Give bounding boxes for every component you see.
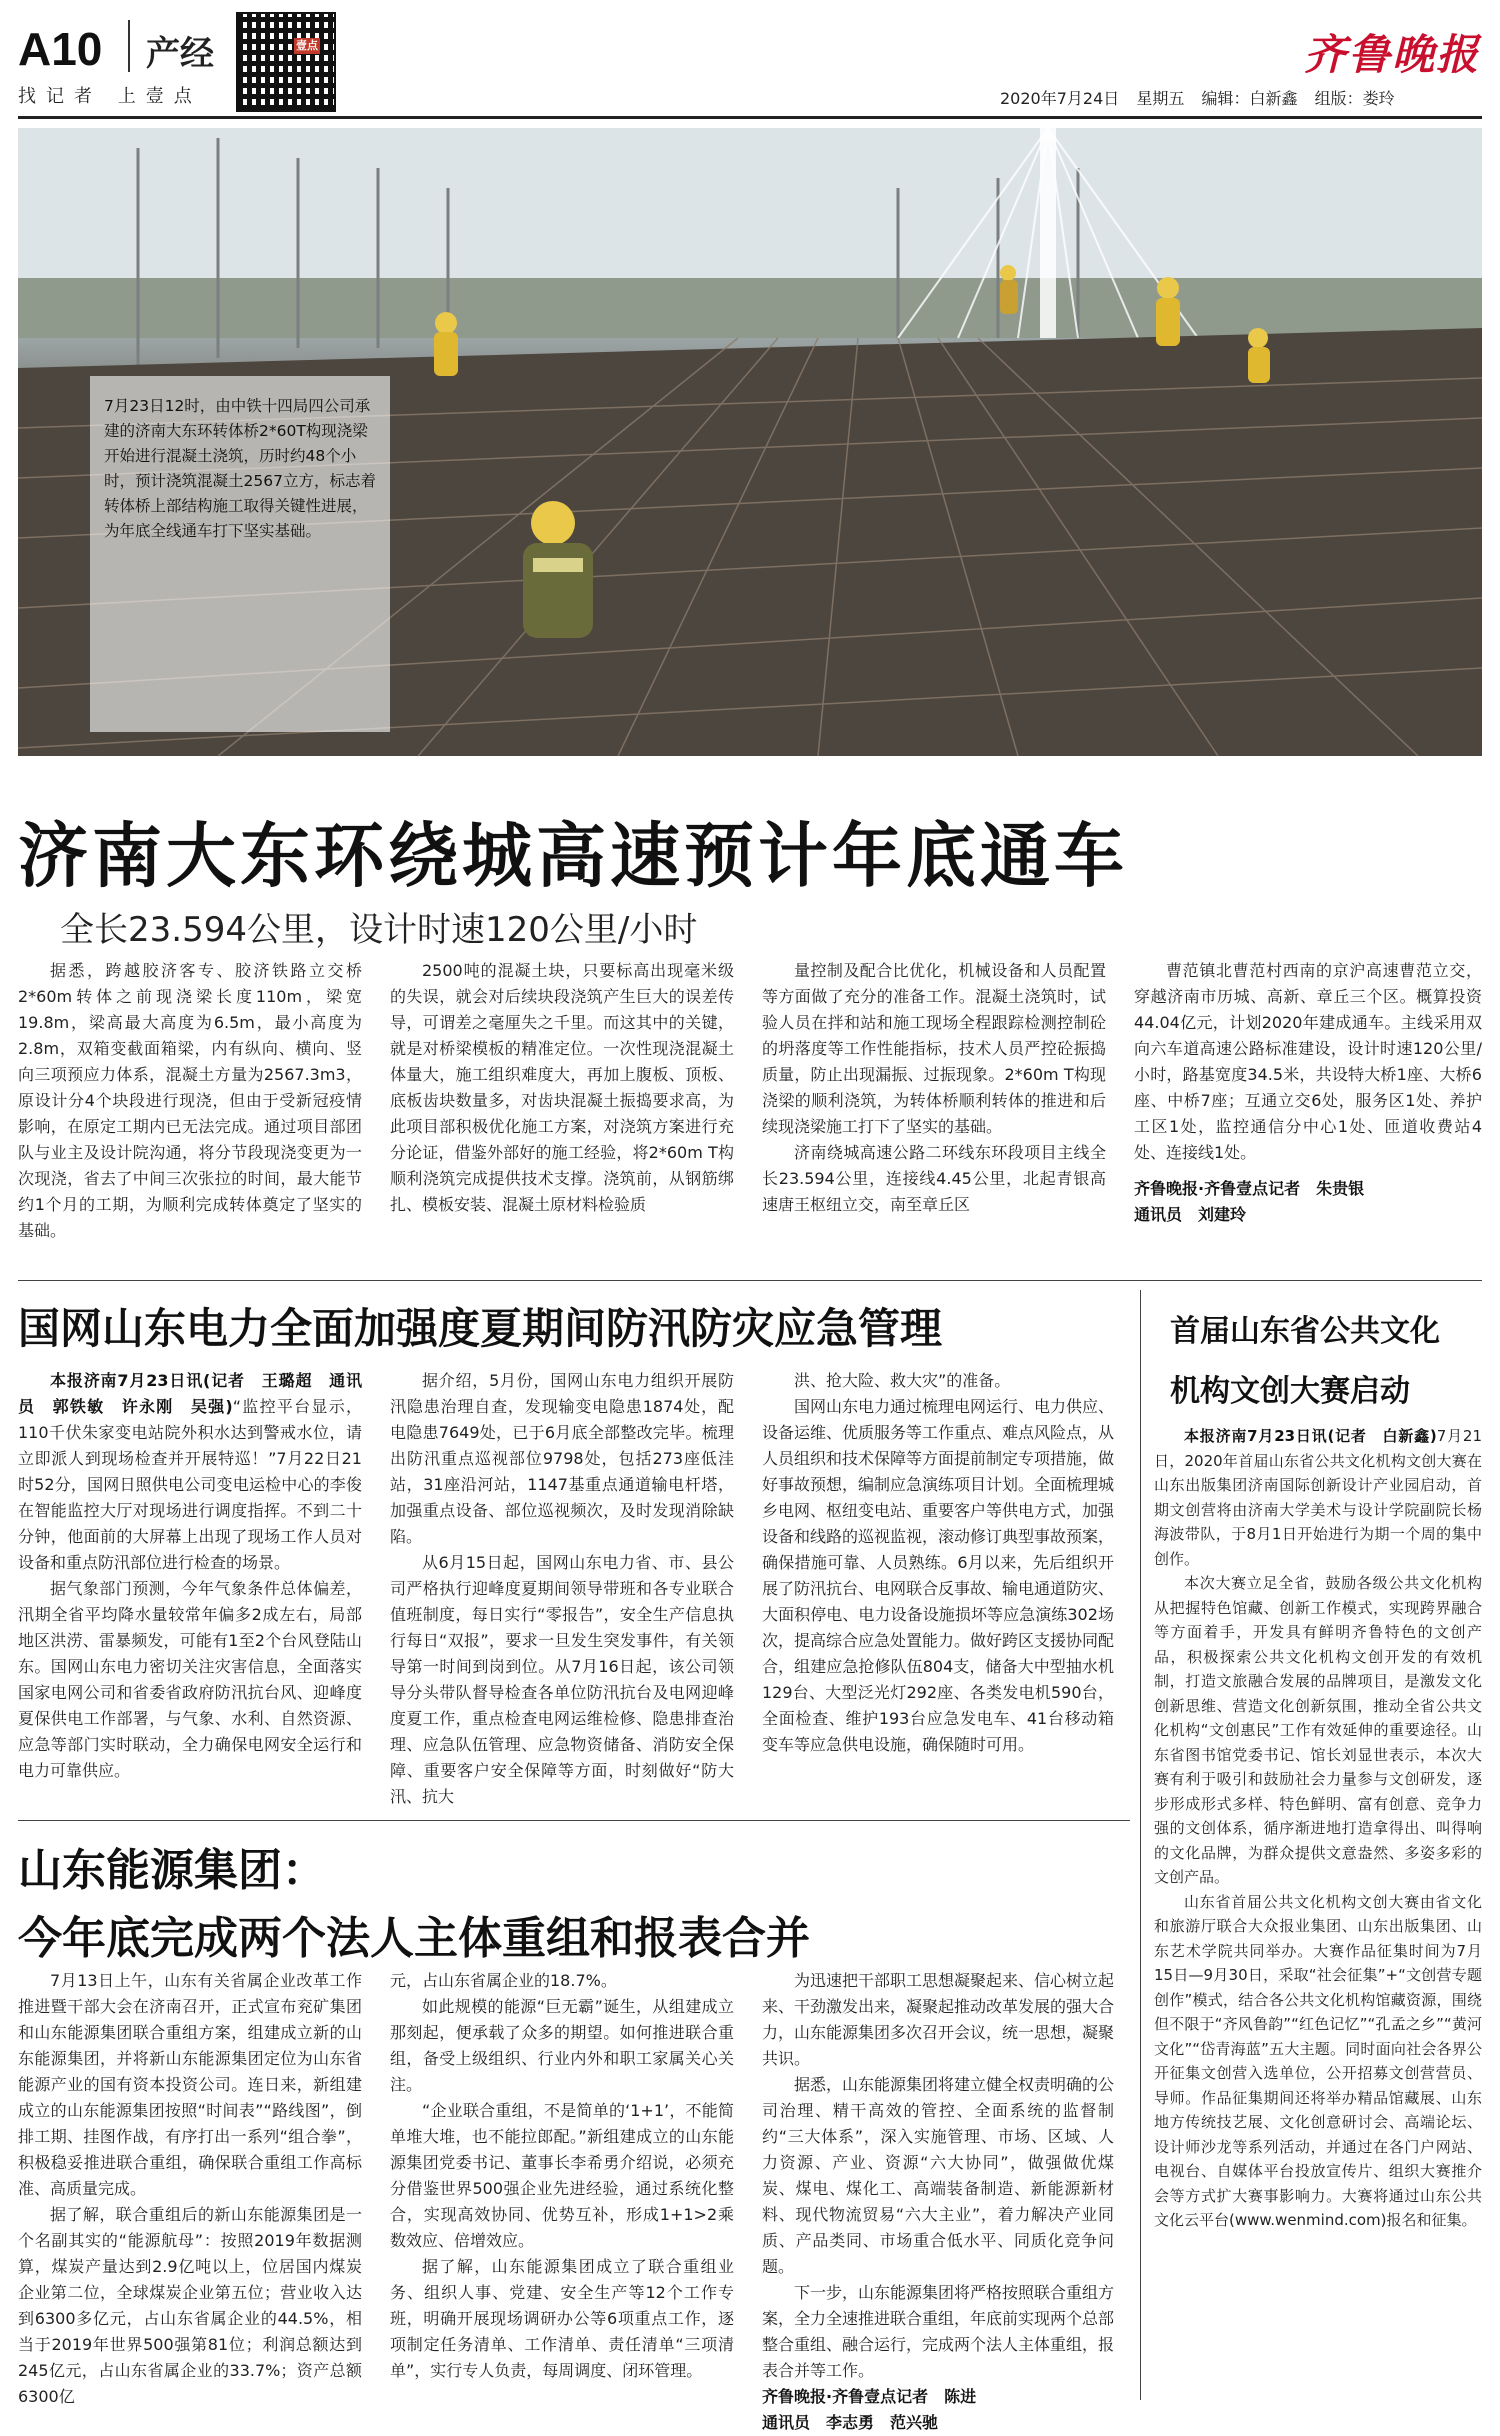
paragraph: 曹范镇北曹范村西南的京沪高速曹范立交，穿越济南市历城、高新、章丘三个区。概算投资44.04亿元，计划2020年建成通车。主线采用双向六车道高速公路标准建设，设计时速120公里/小时，路基宽度34.5米，共设特大桥1座、大桥6座、中桥7座；互通立交6处，服务区1处、养护工区1处，监控通信分中心1处、匝道收费站4处、连接线1处。: [1134, 961, 1482, 1162]
paragraph: 据了解，山东能源集团成立了联合重组业务、组织人事、党建、安全生产等12个工作专班，明确开展现场调研办公等6项重点工作，逐项制定任务清单、工作清单、责任清单“三项清单”，实行专人负责，每周调度、闭环管理。: [390, 2257, 734, 2380]
paragraph: 如此规模的能源“巨无霸”诞生，从组建成立那刻起，便承载了众多的期望。如何推进联合重组，备受上级组织、行业内外和职工家属关心关注。: [390, 1997, 734, 2094]
slogan: 找记者 上壹点: [18, 86, 202, 107]
article2-column-1: [18, 1368, 362, 1808]
paragraph: 济南绕城高速公路二环线东环段项目主线全长23.594公里，连接线4.45公里，北起青银高速唐王枢纽立交，南至章丘区: [762, 1143, 1106, 1214]
paragraph: 从6月15日起，国网山东电力省、市、县公司严格执行迎峰度夏期间领导带班和各专业联合值班制度，每日实行“零报告”，安全生产信息执行每日“双报”，要求一旦发生突发事件，有关领导第一时间到岗到位。从7月16日起，该公司领导分头带队督导检查各单位防汛抗台及电网迎峰度夏工作，重点检查电网运维检修、隐患排查治理、应急队伍管理、应急物资储备、消防安全保障、重要客户安全保障等方面，时刻做好“防大汛、抗大: [390, 1553, 734, 1806]
article3-column-2: [390, 1968, 734, 2408]
article2-column-2: [390, 1368, 734, 1808]
article1-column-2: [390, 958, 734, 1276]
paragraph: 据介绍，5月份，国网山东电力组织开展防汛隐患治理自查，发现输变电隐患1874处，配电隐患7649处，已于6月底全部整改完毕。梳理出防汛重点巡视部位9798处，包括273座低洼站，31座沿河站，1147基重点通道输电杆塔，加强重点设备、部位巡视频次，及时发现消除缺陷。: [390, 1371, 734, 1546]
construction-photo: [18, 128, 1482, 756]
header-rule: [18, 116, 1482, 119]
paragraph: 据气象部门预测，今年气象条件总体偏差，汛期全省平均降水量较常年偏多2成左右，局部地区洪涝、雷暴频发，可能有1至2个台风登陆山东。国网山东电力密切关注灾害信息，全面落实国家电网公司和省委省政府防汛抗台风、迎峰度夏保供电工作部署，与气象、水利、自然资源、应急等部门实时联动，全力确保电网安全运行和电力可靠供应。: [18, 1579, 362, 1780]
paragraph-text: “监控平台显示，110千伏朱家变电站院外积水达到警戒水位，请立即派人到现场检查并开展特巡！”7月22日21时52分，国网日照供电公司变电运检中心的李俊在智能监控大厅对现场进行调度指挥。不到二十分钟，他面前的大屏幕上出现了现场工作人员对设备和重点防汛部位进行检查的场景。: [18, 1397, 362, 1572]
paragraph: 国网山东电力通过梳理电网运行、电力供应、设备运维、优质服务等工作重点、难点风险点，从人员组织和技术保障等方面提前制定专项措施，做好事故预想，编制应急演练项目计划。全面梳理城乡电网、枢纽变电站、重要客户等供电方式，加强设备和线路的巡视监视，滚动修订典型事故预案，确保措施可靠、人员熟练。6月以来，先后组织开展了防汛抗台、电网联合反事故、输电通道防灾、大面积停电、电力设备设施损坏等应急演练302场次，提高综合应急处置能力。做好跨区支援协同配合，组建应急抢修队伍804支，储备大中型抽水机129台、大型泛光灯292座、各类发电机590台，全面检查、维护193台应急发电车、41台移动箱变车等应急供电设施，确保随时可用。: [762, 1397, 1115, 1754]
paragraph: [1154, 1424, 1482, 1571]
paragraph: “企业联合重组，不是简单的‘1+1’，不能简单堆大堆，也不能拉郎配。”新组建成立的山东能源集团党委书记、董事长李希勇介绍说，必须充分借鉴世界500强企业先进经验，通过系统化整合，实现高效协同、优势互补，形成1+1>2乘数效应、倍增效应。: [390, 2101, 734, 2250]
headline-culture-contest-2: 机构文创大赛启动: [1170, 1374, 1410, 1409]
page-header: [0, 0, 1500, 125]
page-number: A10: [18, 23, 103, 75]
byline: 通讯员 刘建玲: [1134, 1205, 1247, 1224]
headline-expressway: 济南大东环绕城高速预计年底通车: [18, 815, 1128, 897]
section-divider: [128, 20, 130, 72]
article2-column-3: [762, 1368, 1114, 1808]
headline-grid-flood: 国网山东电力全面加强度夏期间防汛防灾应急管理: [18, 1304, 943, 1353]
column-rule: [1140, 1290, 1141, 2400]
article3-column-3: [762, 1968, 1115, 2432]
issue-layout: 组版：娄玲: [1314, 89, 1395, 108]
byline: 通讯员 李志勇 范兴驰: [762, 2413, 939, 2432]
issue-date: 2020年7月24日: [1000, 89, 1120, 108]
byline: 齐鲁晚报·齐鲁壹点记者 朱贵银: [1134, 1179, 1365, 1198]
byline: 本报济南7月23日讯(记者 白新鑫): [1184, 1427, 1437, 1445]
article1-column-3: [762, 958, 1106, 1276]
masthead-logo: 齐鲁晚报: [1303, 30, 1480, 79]
paragraph: [18, 1368, 362, 1576]
headline-energy-group: 山东能源集团：: [18, 1845, 326, 1896]
paragraph: 下一步，山东能源集团将严格按照联合重组方案，全力全速推进联合重组，年底前实现两个总部整合重组、融合运行，完成两个法人主体重组，报表合并等工作。: [762, 2283, 1115, 2380]
paragraph: 本次大赛立足全省，鼓励各级公共文化机构从把握特色馆藏、创新工作模式，实现跨界融合等方面着手，开发具有鲜明齐鲁特色的文创产品，积极探索公共文化机构文创开发的有效机制，打造文旅融合发展的品牌项目，是激发文化创新思维、营造文化创新氛围，推动全省公共文化机构“文创惠民”工作有效延伸的重要途径。山东省图书馆党委书记、馆长刘显世表示，本次大赛有利于吸引和鼓励社会力量参与文创研发，逐步形成形式多样、特色鲜明、富有创意、竞争力强的文创体系，循序渐进地打造拿得出、叫得响的文化品牌，为群众提供文意盎然、多姿多彩的文创产品。: [1154, 1574, 1482, 1886]
article1-column-1: [18, 958, 362, 1276]
section-name: 产经: [146, 34, 214, 74]
headline-energy-group-2: 今年底完成两个法人主体重组和报表合并: [18, 1913, 810, 1964]
paragraph-text: 7月21日，2020年首届山东省公共文化机构文创大赛在山东出版集团济南国际创新设计产业园启动，首期文创营将由济南大学美术与设计学院副院长杨海波带队，于8月1日开始进行为期一个周的集中创作。: [1154, 1427, 1482, 1568]
paragraph: 据悉，山东能源集团将建立健全权责明确的公司治理、精干高效的管控、全面系统的监督制约“三大体系”，深入实施管理、市场、区域、人力资源、产业、资源“六大协同”，做强做优煤炭、煤电、煤化工、高端装备制造、新能源新材料、现代物流贸易“六大主业”，着力解决产业同质、产品类同、市场重合低水平、同质化竞争问题。: [762, 2075, 1115, 2276]
subheadline-expressway: 全长23.594公里，设计时速120公里/小时: [60, 910, 698, 950]
paragraph: 据了解，联合重组后的新山东能源集团是一个名副其实的“能源航母”：按照2019年数据测算，煤炭产量达到2.9亿吨以上，位居国内煤炭企业第二位，全球煤炭企业第五位；营业收入达到6300多亿元，占山东省属企业的44.5%，相当于2019年世界500强第81位；利润总额达到245亿元，占山东省属企业的33.7%；资产总额6300亿: [18, 2205, 362, 2406]
byline: 本报济南7月23日讯(记者 王璐超 通讯员 郭铁敏 许永刚 吴强): [18, 1371, 362, 1416]
article4-column: [1154, 1424, 1482, 2408]
paragraph: 7月13日上午，山东有关省属企业改革工作推进暨干部大会在济南召开，正式宣布兖矿集团和山东能源集团联合重组方案，组建成立新的山东能源集团，并将新山东能源集团定位为山东省能源产业的国有资本投资公司。连日来，新组建成立的山东能源集团按照“时间表”“路线图”，倒排工期、挂图作战，有序打出一系列“组合拳”，积极稳妥推进联合重组，确保联合重组工作高标准、高质量完成。: [18, 1971, 362, 2198]
paragraph: 据悉，跨越胶济客专、胶济铁路立交桥2*60m转体之前现浇梁长度110m，梁宽19.8m，梁高最大高度为6.5m，最小高度为2.8m，双箱变截面箱梁，内有纵向、横向、竖向三项预应力体系，混凝土方量为2567.3m3，原设计分4个块段进行现浇，但由于受新冠疫情影响，在原定工期内已无法完成。通过项目部团队与业主及设计院沟通，将分节段现浇变更为一次现浇，省去了中间三次张拉的时间，最大能节约1个月的工期，为顺利完成转体奠定了坚实的基础。: [18, 961, 362, 1240]
section-rule: [18, 1820, 1130, 1821]
section-rule: [18, 1280, 1482, 1281]
issue-editor: 编辑：白新鑫: [1201, 89, 1298, 108]
paragraph: 量控制及配合比优化，机械设备和人员配置等方面做了充分的准备工作。混凝土浇筑时，试验人员在拌和站和施工现场全程跟踪检测控制砼的坍落度等工作性能指标，技术人员严控砼振捣质量，防止出现漏振、过振现象。2*60m T构现浇梁的顺利浇筑，为转体桥顺利转体的推进和后续现浇梁施工打下了坚实的基础。: [762, 961, 1106, 1136]
headline-culture-contest: 首届山东省公共文化: [1170, 1314, 1440, 1349]
article1-column-4: [1134, 958, 1482, 1276]
issue-weekday: 星期五: [1136, 89, 1185, 108]
paragraph: 元，占山东省属企业的18.7%。: [390, 1971, 617, 1990]
photo-caption: 7月23日12时，由中铁十四局四公司承建的济南大东环转体桥2*60T构现浇梁开始进行混凝土浇筑，历时约48个小时，预计浇筑混凝土2567立方，标志着转体桥上部结构施工取得关键性进展，为年底全线通车打下坚实基础。: [90, 376, 390, 732]
article3-column-1: [18, 1968, 362, 2408]
qr-label: 壹点: [296, 39, 318, 52]
byline: 齐鲁晚报·齐鲁壹点记者 陈进: [762, 2387, 977, 2406]
issue-meta: [1000, 86, 1407, 109]
paragraph: 2500吨的混凝土块，只要标高出现毫米级的失误，就会对后续块段浇筑产生巨大的误差传导，可谓差之毫厘失之千里。而这其中的关键，就是对桥梁模板的精准定位。一次性现浇混凝土体量大，施工组织难度大，再加上腹板、顶板、底板齿块数量多，对齿块混凝土振捣要求高，为此项目部积极优化施工方案，对浇筑方案进行充分论证，借鉴外部好的施工经验，将2*60m T构顺利浇筑完成提供技术支撑。浇筑前，从钢筋绑扎、模板安装、混凝土原材料检验质: [390, 961, 734, 1214]
paragraph: 洪、抢大险、救大灾”的准备。: [794, 1371, 1011, 1390]
paragraph: 为迅速把干部职工思想凝聚起来、信心树立起来、干劲激发出来，凝聚起推动改革发展的强大合力，山东能源集团多次召开会议，统一思想，凝聚共识。: [762, 1971, 1115, 2068]
paragraph: 山东省首届公共文化机构文创大赛由省文化和旅游厅联合大众报业集团、山东出版集团、山东艺术学院共同举办。大赛作品征集时间为7月15日—9月30日，采取“社会征集”+“文创营专题创作”模式，结合各公共文化机构馆藏资源，围绕但不限于“齐风鲁韵”“红色记忆”“孔孟之乡”“黄河文化”“岱青海蓝”五大主题。同时面向社会各界公开征集文创营入选单位，公开招募文创营营员、导师。作品征集期间还将举办精品馆藏展、山东地方传统技艺展、文化创意研讨会、高端论坛、设计师沙龙等系列活动，并通过在各门户网站、电视台、自媒体平台投放宣传片、组织大赛推介会等方式扩大赛事影响力。大赛将通过山东公共文化云平台(www.wenmind.com)报名和征集。: [1154, 1892, 1482, 2229]
qr-code-icon[interactable]: [236, 12, 336, 112]
